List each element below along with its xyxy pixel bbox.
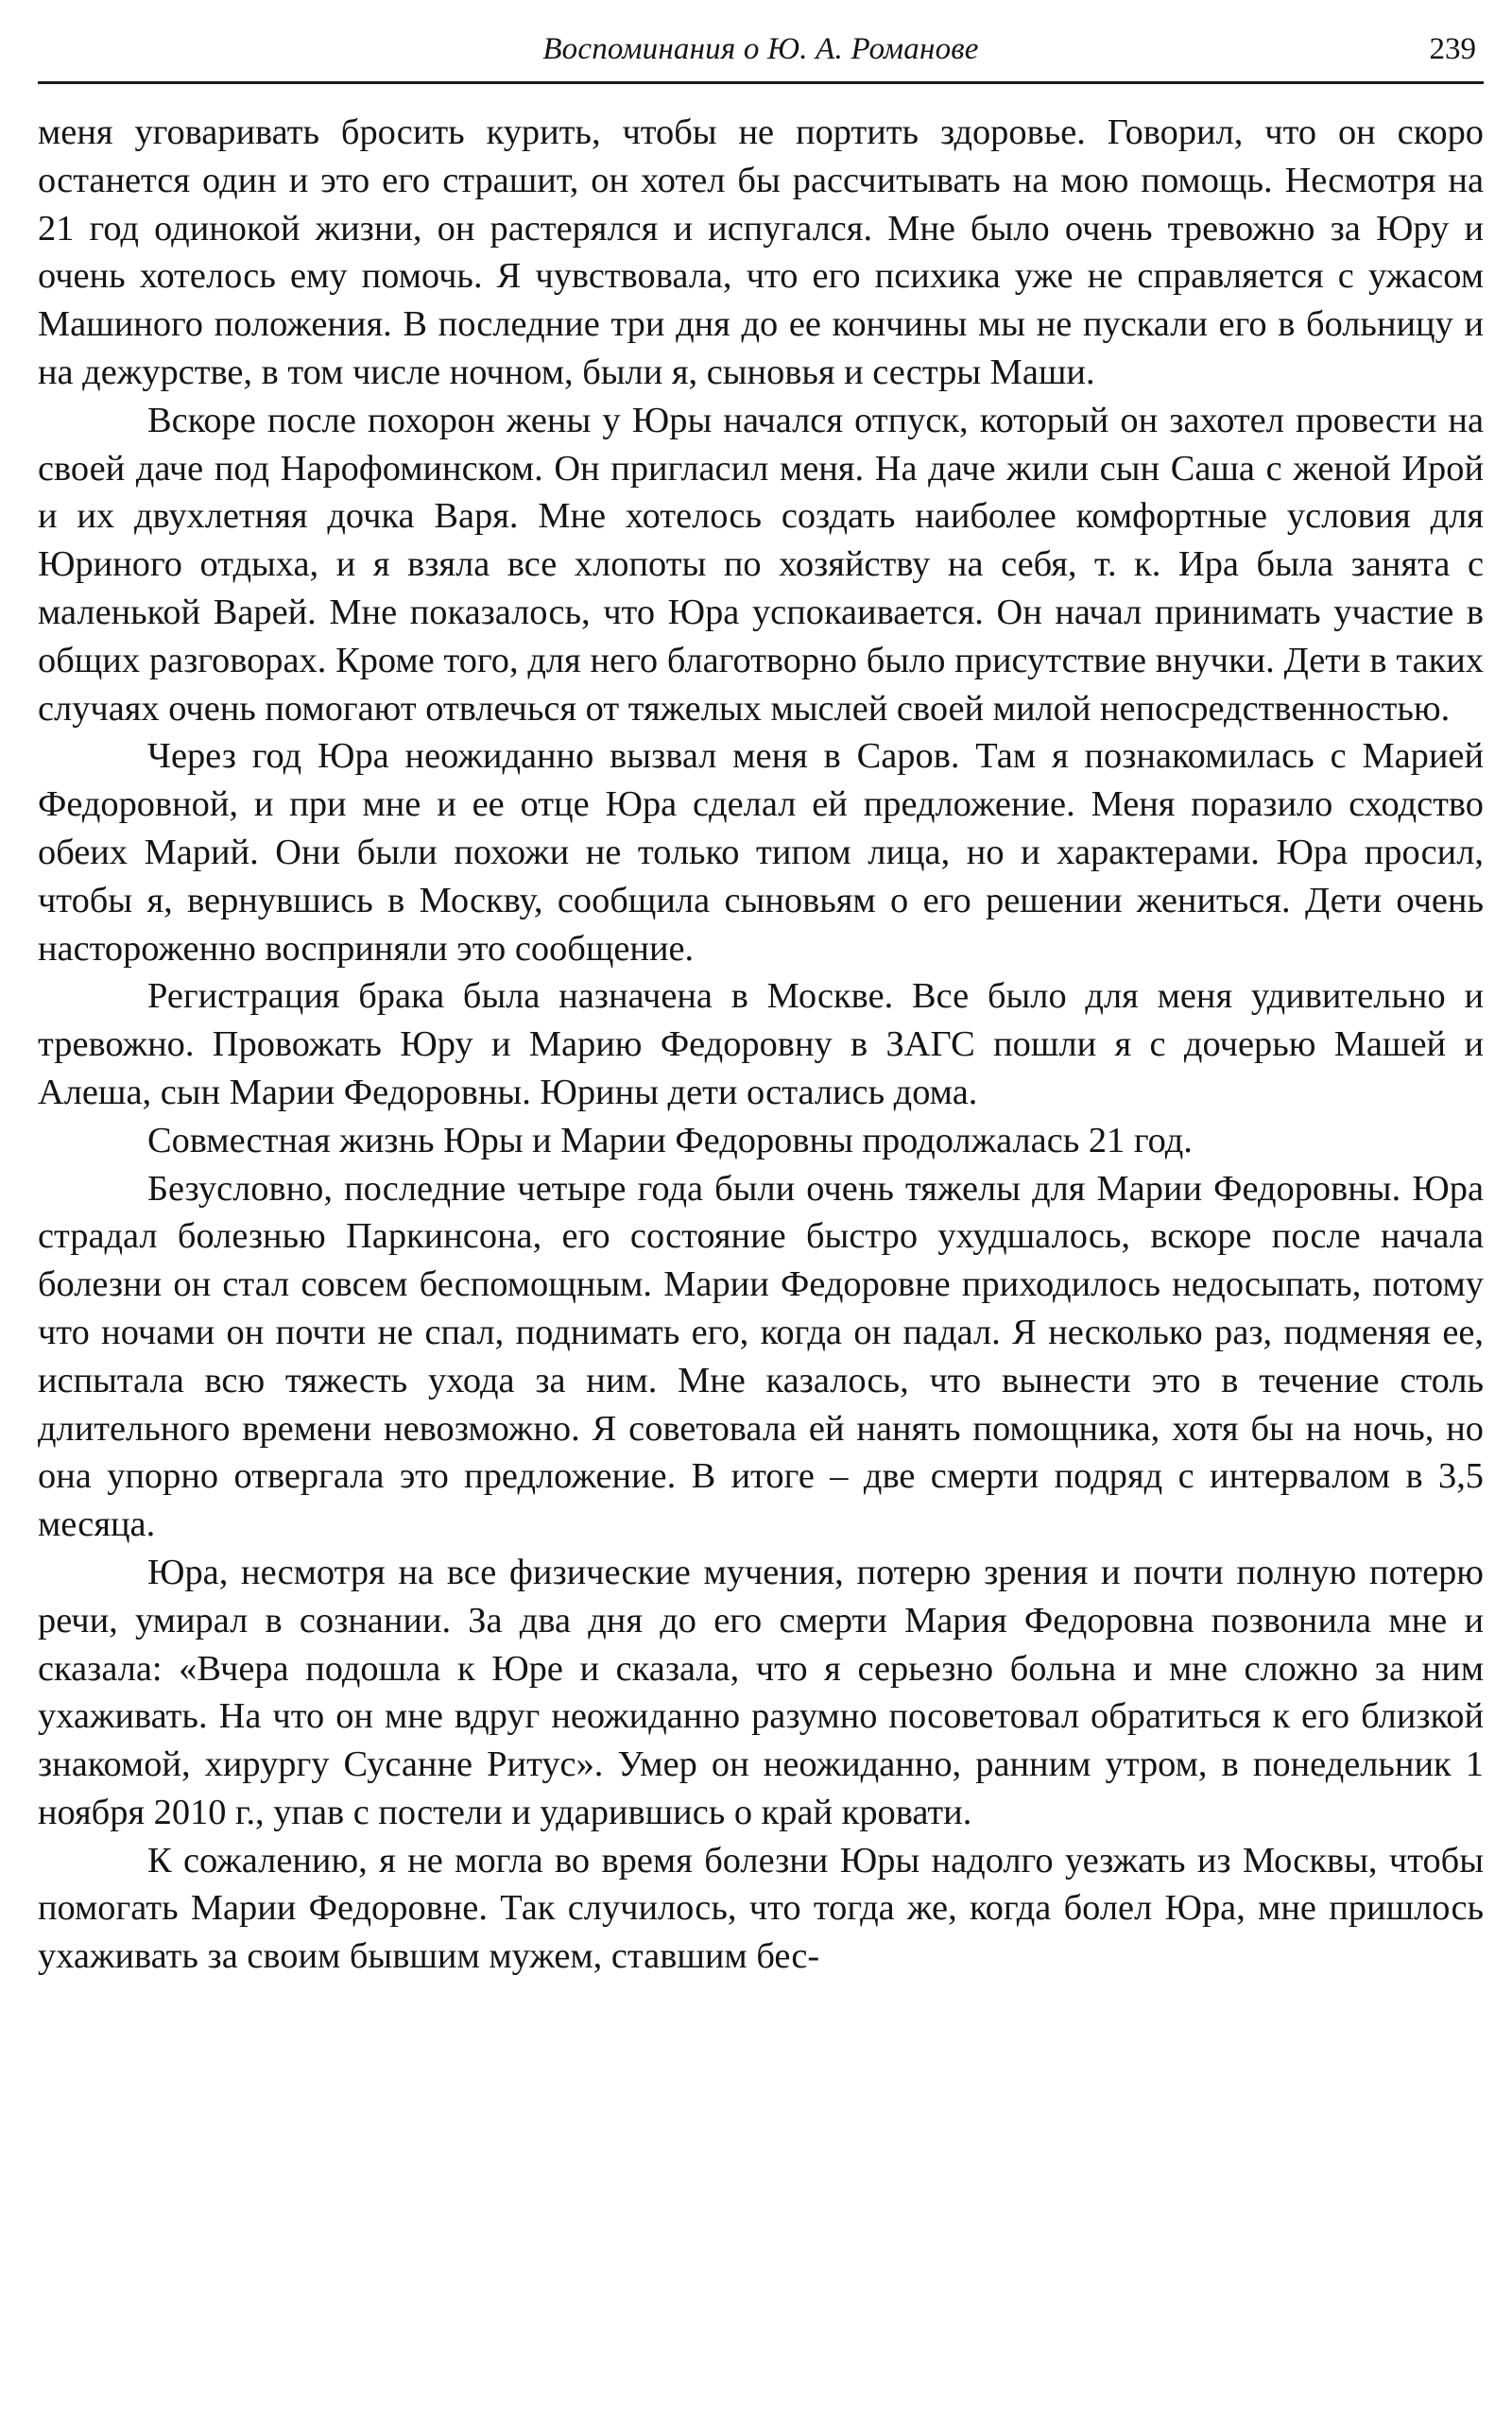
running-title: Воспоминания о Ю. А. Романове	[542, 32, 979, 66]
paragraph: Безусловно, последние четыре года были очень тяжелы для Марии Федоровны. Юра страдал болезнью Паркинсона, его состояние быстро ухудшалось, вскоре после начала болезни он стал совсем беспомощным. Марии Федоровне приходилось недосыпать, потому что ночами он почти не спал, поднимать его, когда он падал. Я несколько раз, подменяя ее, испытала всю тяжесть ухода за ним. Мне казалось, что вынести это в течение столь длительного времени невозможно. Я советовала ей нанять помощника, хотя бы на ночь, но она упорно отвергала это предложение. В итоге – две смерти подряд с интервалом в 3,5 месяца.	[38, 1168, 1484, 1545]
running-header	[38, 26, 1484, 84]
paragraph: Вскоре после похорон жены у Юры начался отпуск, который он захотел провести на своей даче под Нарофоминском. Он пригласил меня. На даче жили сын Саша с женой Ирой и их двухлетняя дочка Варя. Мне хотелось создать наиболее комфортные условия для Юриного отдыха, и я взяла все хлопоты по хозяйству на себя, т. к. Ира была занята с маленькой Варей. Мне показалось, что Юра успокаивается. Он начал принимать участие в общих разговорах. Кроме того, для него благотворно было присутствие внучки. Дети в таких случаях очень помогают отвлечься от тяжелых мыслей своей милой непосредственностью.	[38, 400, 1484, 729]
paragraph: Регистрация брака была назначена в Москве. Все было для меня удивительно и тревожно. Провожать Юру и Марию Федоровну в ЗАГС пошли я с дочерью Машей и Алеша, сын Марии Федоровны. Юрины дети остались дома.	[38, 976, 1484, 1112]
page-number: 239	[1429, 32, 1476, 66]
paragraph: К сожалению, я не могла во время болезни Юры надолго уезжать из Москвы, чтобы помогать Марии Федоровне. Так случилось, что тогда же, когда болел Юра, мне пришлось ухаживать за своим бывшим мужем, ставшим бес-	[38, 1840, 1484, 1977]
body-text	[38, 109, 1484, 1981]
book-page	[38, 26, 1484, 2408]
paragraph-continued: меня уговаривать бросить курить, чтобы не портить здоровье. Говорил, что он скоро останется один и это его страшит, он хотел бы рассчитывать на мою помощь. Несмотря на 21 год одинокой жизни, он растерялся и испугался. Мне было очень тревожно за Юру и очень хотелось ему помочь. Я чувствовала, что его психика уже не справляется с ужасом Машиного положения. В последние три дня до ее кончины мы не пускали его в больницу и на дежурстве, в том числе ночном, были я, сыновья и сестры Маши.	[38, 112, 1484, 392]
paragraph: Совместная жизнь Юры и Марии Федоровны продолжалась 21 год.	[147, 1120, 1193, 1160]
paragraph: Юра, несмотря на все физические мучения, потерю зрения и почти полную потерю речи, умирал в сознании. За два дня до его смерти Мария Федоровна позвонила мне и сказала: «Вчера подошла к Юре и сказала, что я серьезно больна и мне сложно за ним ухаживать. На что он мне вдруг неожиданно разумно посоветовал обратиться к его близкой знакомой, хирургу Сусанне Ритус». Умер он неожиданно, ранним утром, в понедельник 1 ноября 2010 г., упав с постели и ударившись о край кровати.	[38, 1552, 1484, 1832]
paragraph: Через год Юра неожиданно вызвал меня в Саров. Там я познакомилась с Марией Федоровной, и при мне и ее отце Юра сделал ей предложение. Меня поразило сходство обеих Марий. Они были похожи не только типом лица, но и характерами. Юра просил, чтобы я, вернувшись в Москву, сообщила сыновьям о его решении жениться. Дети очень настороженно восприняли это сообщение.	[38, 736, 1484, 969]
